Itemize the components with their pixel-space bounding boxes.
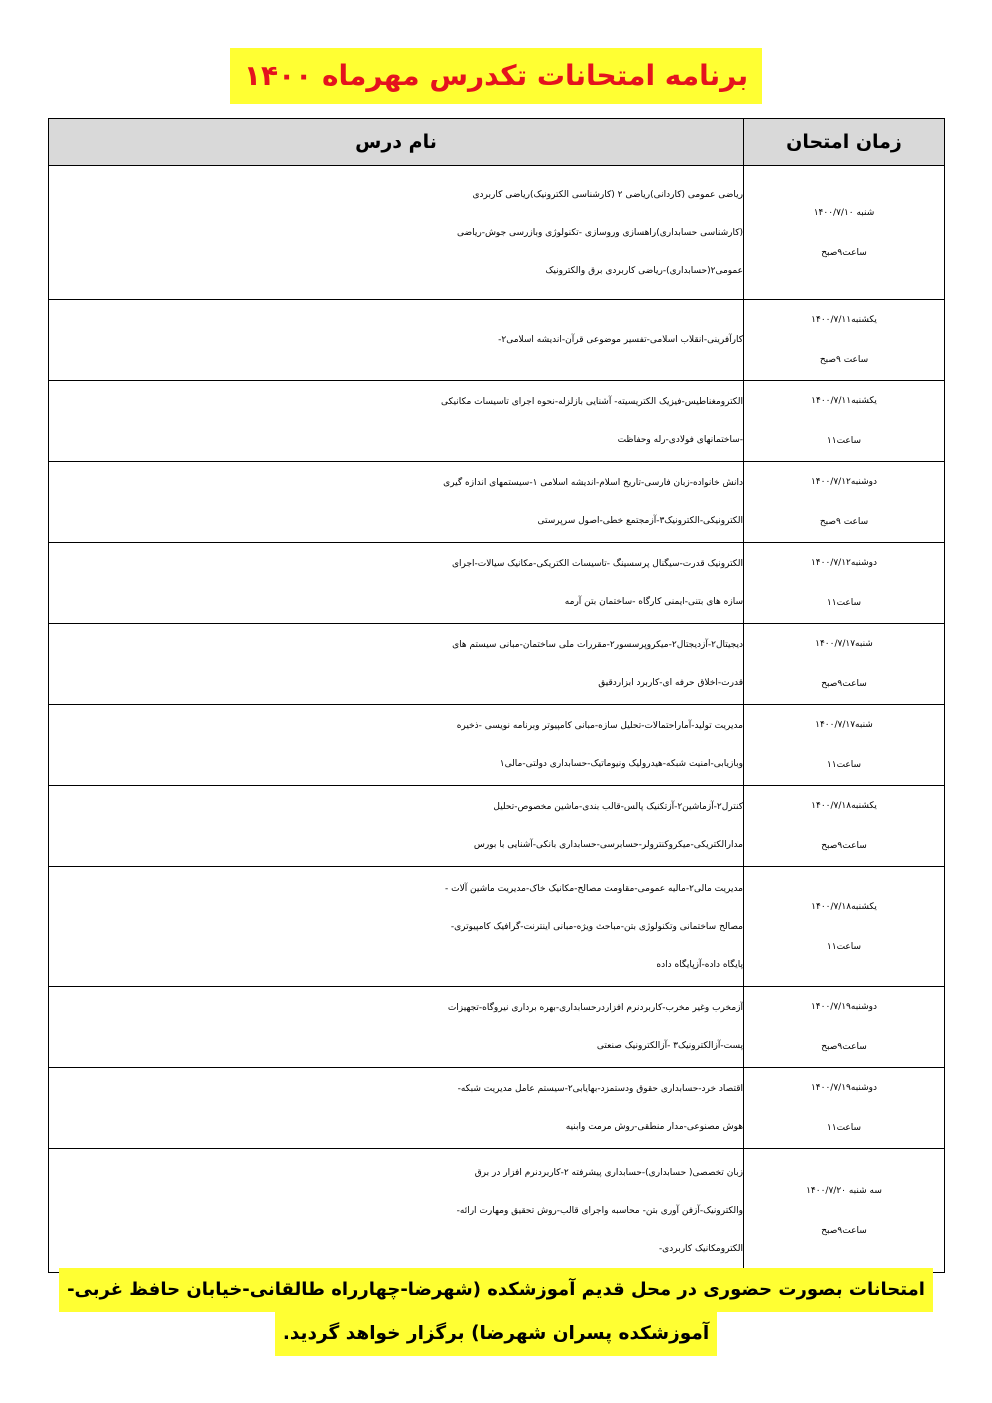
exam-hour: ساعت ۹صبح bbox=[819, 355, 869, 365]
course-line: وبازیابی-امنیت شبکه-هیدرولیک ونیوماتیک-حسابداری دولتی-مالی۱ bbox=[499, 759, 743, 769]
header-exam-time: زمان امتحان bbox=[744, 119, 945, 166]
course-line: قدرت-اخلاق حرفه ای-کاربرد ابزاردقیق bbox=[598, 678, 743, 688]
course-line: (کارشناسی حسابداری)راهسازی وروسازی -تکنولوژی وبازرسی جوش-ریاضی bbox=[456, 227, 743, 238]
course-names-cell bbox=[49, 1149, 744, 1273]
table-row bbox=[49, 786, 945, 867]
notice-line-1: امتحانات بصورت حضوری در محل قدیم آموزشکده (شهرضا-چهارراه طالقانی-خیابان حافظ غربی- bbox=[59, 1268, 933, 1312]
exam-time-cell bbox=[744, 624, 945, 705]
exam-hour: ساعت۱۱ bbox=[826, 598, 862, 608]
exam-hour: ساعت ۹صبح bbox=[819, 517, 869, 527]
table-row bbox=[49, 867, 945, 987]
table-row bbox=[49, 987, 945, 1068]
exam-schedule-table bbox=[48, 118, 945, 1273]
course-names-cell bbox=[49, 166, 744, 300]
exam-date: سه شنبه ۱۴۰۰/۷/۲۰ bbox=[806, 1185, 882, 1196]
exam-date: یکشنبه۱۴۰۰/۷/۱۸ bbox=[811, 801, 877, 811]
course-line: ریاضی عمومی (کاردانی)ریاضی ۲ (کارشناسی الکترونیک)ریاضی کاربردی bbox=[472, 189, 743, 200]
table-row bbox=[49, 462, 945, 543]
exam-location-notice bbox=[48, 1268, 944, 1356]
course-names-cell bbox=[49, 300, 744, 381]
exam-time-cell bbox=[744, 462, 945, 543]
course-line: الکترونیکی-الکترونیک۳-آزمجتمع خطی-اصول سرپرستی bbox=[537, 516, 743, 526]
exam-date: یکشنبه۱۴۰۰/۷/۱۱ bbox=[811, 315, 877, 325]
exam-date: دوشنبه۱۴۰۰/۷/۱۲ bbox=[810, 477, 878, 487]
exam-time-cell bbox=[744, 987, 945, 1068]
course-line: هوش مصنوعی-مدار منطقی-روش مرمت وابنیه bbox=[565, 1122, 743, 1132]
page-title: برنامه امتحانات تکدرس مهرماه ۱۴۰۰ bbox=[230, 48, 762, 104]
exam-hour: ساعت۹صبح bbox=[821, 679, 867, 689]
exam-hour: ساعت۱۱ bbox=[826, 941, 862, 952]
table-row bbox=[49, 300, 945, 381]
course-line: دیجیتال۲-آزدیجتال۲-میکروپرسسور۲-مقررات ملی ساختمان-مبانی سیستم های bbox=[452, 640, 743, 650]
table-row bbox=[49, 705, 945, 786]
course-line: کنترل۲-آزماشین۲-آزتکنیک پالس-قالب بندی-ماشین مخصوص-تحلیل bbox=[493, 802, 743, 812]
course-names-cell bbox=[49, 867, 744, 987]
table-row bbox=[49, 166, 945, 300]
course-line: عمومی۲(حسابداری)-ریاضی کاربردی برق والکترونیک bbox=[545, 265, 743, 276]
exam-hour: ساعت۱۱ bbox=[826, 436, 862, 446]
course-line: اقتصاد خرد-حسابداری حقوق ودستمزد-بهایابی۲-سیستم عامل مدیریت شبکه- bbox=[457, 1084, 743, 1094]
table-row bbox=[49, 624, 945, 705]
exam-date: دوشنبه۱۴۰۰/۷/۱۲ bbox=[810, 558, 878, 568]
course-line: مدیریت مالی۲-مالیه عمومی-مقاومت مصالح-مکانیک خاک-مدیریت ماشین آلات - bbox=[444, 883, 743, 894]
exam-hour: ساعت۹صبح bbox=[821, 1042, 867, 1052]
course-names-cell bbox=[49, 381, 744, 462]
exam-time-cell bbox=[744, 1068, 945, 1149]
course-names-cell bbox=[49, 987, 744, 1068]
table-header-row bbox=[49, 119, 945, 166]
course-line: مدارالکتریکی-میکروکنترولر-حسابرسی-حسابداری بانکی-آشنایی با بورس bbox=[473, 840, 743, 850]
table-row bbox=[49, 1149, 945, 1273]
course-names-cell bbox=[49, 1068, 744, 1149]
course-names-cell bbox=[49, 543, 744, 624]
exam-time-cell bbox=[744, 705, 945, 786]
exam-date: شنبه۱۴۰۰/۷/۱۷ bbox=[815, 639, 873, 649]
course-line: والکترونیک-آزفن آوری بتن- محاسبه واجرای قالب-روش تحقیق ومهارت ارائه- bbox=[456, 1205, 743, 1216]
exam-date: شنبه۱۴۰۰/۷/۱۷ bbox=[815, 720, 873, 730]
exam-date: دوشنبه۱۴۰۰/۷/۱۹ bbox=[810, 1002, 878, 1012]
exam-date: یکشنبه۱۴۰۰/۷/۱۸ bbox=[811, 901, 877, 912]
course-line: پست-آزالکترونیک۳ -آزالکترونیک صنعتی bbox=[596, 1041, 743, 1051]
course-line: مدیریت تولید-آماراحتمالات-تحلیل سازه-مبانی کامپیوتر وبرنامه نویسی -ذخیره bbox=[456, 721, 743, 731]
exam-hour: ساعت۱۱ bbox=[826, 760, 862, 770]
table-row bbox=[49, 543, 945, 624]
course-line: سازه های بتنی-ایمنی کارگاه -ساختمان بتن آرمه bbox=[564, 597, 743, 607]
exam-time-cell bbox=[744, 867, 945, 987]
course-line: آزمخرب وغیر مخرب-کاربردنرم افزاردرحسابداری-بهره برداری نیروگاه-تجهیزات bbox=[447, 1003, 743, 1013]
course-line: مصالح ساختمانی وتکنولوژی بتن-مباحث ویژه-مبانی اینترنت-گرافیک کامپیوتری- bbox=[450, 921, 743, 932]
notice-line-2: آموزشکده پسران شهرضا) برگزار خواهد گردید. bbox=[275, 1312, 717, 1356]
table-row bbox=[49, 381, 945, 462]
course-names-cell bbox=[49, 462, 744, 543]
course-names-cell bbox=[49, 705, 744, 786]
course-names-cell bbox=[49, 786, 744, 867]
exam-time-cell bbox=[744, 543, 945, 624]
course-line: زبان تخصصی( حسابداری)-حسابداری پیشرفته ۲-کاربردنرم افزار در برق bbox=[474, 1167, 743, 1178]
exam-time-cell bbox=[744, 300, 945, 381]
course-line: -ساختمانهای فولادی-رله وحفاظت bbox=[617, 435, 743, 445]
exam-time-cell bbox=[744, 166, 945, 300]
header-course-name: نام درس bbox=[49, 119, 744, 166]
exam-hour: ساعت۱۱ bbox=[826, 1123, 862, 1133]
exam-time-cell bbox=[744, 1149, 945, 1273]
title-wrapper bbox=[0, 48, 992, 104]
exam-date: دوشنبه۱۴۰۰/۷/۱۹ bbox=[810, 1083, 878, 1093]
table-row bbox=[49, 1068, 945, 1149]
course-line: پایگاه داده-آزپایگاه داده bbox=[656, 959, 743, 970]
course-names-cell bbox=[49, 624, 744, 705]
exam-hour: ساعت۹صبح bbox=[821, 1225, 867, 1236]
exam-hour: ساعت۹صبح bbox=[821, 247, 867, 258]
course-line: الکترومغناطیس-فیزیک الکتریسیته- آشنایی بازلزله-نحوه اجرای تاسیسات مکانیکی bbox=[441, 397, 743, 407]
course-line: الکترونیک قدرت-سیگنال پرسسینگ -تاسیسات الکتریکی-مکانیک سیالات-اجرای bbox=[451, 559, 743, 569]
exam-date: یکشنبه۱۴۰۰/۷/۱۱ bbox=[811, 396, 877, 406]
exam-date: شنبه ۱۴۰۰/۷/۱۰ bbox=[813, 207, 875, 218]
course-line: کارآفرینی-انقلاب اسلامی-تفسیر موضوعی قرآن-اندیشه اسلامی۲- bbox=[498, 335, 743, 345]
exam-time-cell bbox=[744, 381, 945, 462]
exam-hour: ساعت۹صبح bbox=[821, 841, 867, 851]
course-line: دانش خانواده-زبان فارسی-تاریخ اسلام-اندیشه اسلامی ۱-سیستمهای اندازه گیری bbox=[443, 478, 743, 488]
course-line: الکترومکانیک کاربردی- bbox=[658, 1243, 743, 1254]
exam-time-cell bbox=[744, 786, 945, 867]
table-body bbox=[49, 166, 945, 1273]
